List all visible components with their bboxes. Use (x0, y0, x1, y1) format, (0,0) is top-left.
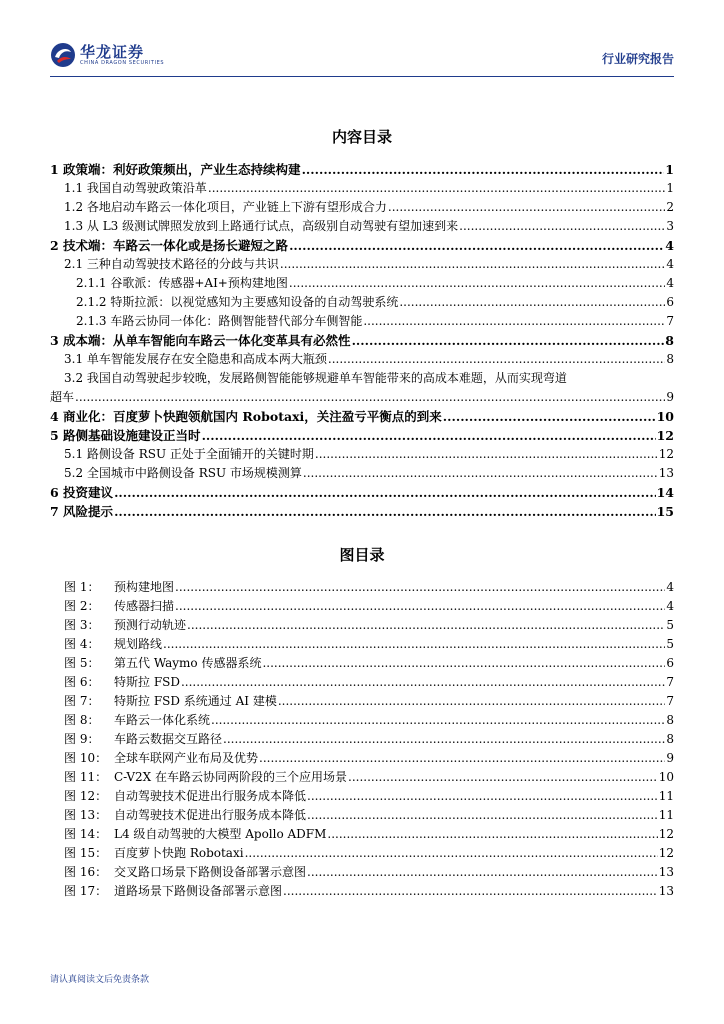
figure-number: 图 16： (64, 865, 108, 879)
logo-chinese-name: 华龙证券 (80, 43, 145, 61)
toc-entry-label: 3 成本端：从单车智能向车路云一体化变革具有必然性 (50, 333, 351, 348)
toc-entry-label: 超车 (50, 390, 75, 404)
figure-entry[interactable] (64, 635, 674, 654)
toc-entry[interactable] (50, 274, 674, 293)
dot-leader (327, 825, 657, 844)
toc-entry-label: 5 路侧基础设施建设正当时 (50, 428, 201, 443)
toc-entry-label: 2.1.1 谷歌派：传感器+AI+预构建地图 (76, 276, 288, 290)
dot-leader (278, 692, 666, 711)
dot-leader (208, 179, 665, 198)
toc-entry[interactable] (50, 445, 674, 464)
toc-entry[interactable] (50, 255, 674, 274)
figure-entry[interactable] (64, 787, 674, 806)
toc-entry-page: 12 (658, 447, 674, 461)
toc-entry[interactable] (50, 388, 674, 407)
toc-entry[interactable] (50, 350, 674, 369)
figure-caption: 第五代 Waymo 传感器系统 (114, 656, 262, 670)
figure-number: 图 9： (64, 732, 100, 746)
toc-entry-page: 14 (656, 485, 674, 500)
dot-leader (307, 863, 658, 882)
toc-entry-page: 10 (656, 409, 674, 424)
dot-leader (459, 217, 665, 236)
dot-leader (443, 407, 656, 426)
figure-number: 图 11： (64, 770, 108, 784)
figure-entry[interactable] (64, 730, 674, 749)
figure-number: 图 3： (64, 618, 100, 632)
dot-leader (75, 388, 665, 407)
toc-entry-page: 4 (666, 276, 674, 290)
figure-entry[interactable] (64, 616, 674, 635)
dot-leader (348, 768, 658, 787)
toc-entry-page: 8 (666, 352, 674, 366)
toc-entry[interactable] (50, 312, 674, 331)
figure-number: 图 4： (64, 637, 100, 651)
toc-entry-label: 4 商业化：百度萝卜快跑领航国内 Robotaxi，关注盈亏平衡点的到来 (50, 409, 442, 424)
figure-number: 图 17： (64, 884, 108, 898)
toc-entry-page: 4 (666, 257, 674, 271)
figure-page: 12 (658, 827, 674, 841)
toc-entry-label: 5.2 全国城市中路侧设备 RSU 市场规模测算 (64, 466, 302, 480)
dot-leader (315, 445, 658, 464)
figure-page: 4 (666, 580, 674, 594)
figure-entry[interactable] (64, 578, 674, 597)
toc-entry-label: 1.2 各地启动车路云一体化项目，产业链上下游有望形成合力 (64, 200, 387, 214)
dot-leader (211, 711, 665, 730)
figure-page: 5 (666, 637, 674, 651)
toc-entry-label: 1.3 从 L3 级测试牌照发放到上路通行试点，高级别自动驾驶有望加速到来 (64, 219, 459, 233)
figure-number: 图 7： (64, 694, 100, 708)
figure-number: 图 10： (64, 751, 108, 765)
toc-entry-page: 9 (666, 390, 674, 404)
figure-list (64, 578, 674, 901)
toc-entry-page: 1 (665, 162, 674, 177)
report-type-label: 行业研究报告 (601, 52, 674, 66)
dot-leader (303, 464, 658, 483)
figure-page: 5 (666, 618, 674, 632)
dot-leader (363, 312, 665, 331)
figure-page: 7 (666, 694, 674, 708)
figure-caption: 百度萝卜快跑 Robotaxi (114, 846, 244, 860)
figure-caption: 交叉路口场景下路侧设备部署示意图 (114, 865, 307, 879)
toc-entry-page: 2 (666, 200, 674, 214)
figure-page: 13 (658, 884, 674, 898)
figure-entry[interactable] (64, 749, 674, 768)
toc-entry-line[interactable]: 3.2 我国自动驾驶起步较晚，发展路侧智能能够规避单车智能带来的高成本难题，从而实现弯道 (64, 371, 567, 385)
toc-entry-label: 6 投资建议 (50, 485, 114, 500)
toc-entry-label: 1 政策端：利好政策频出，产业生态持续构建 (50, 162, 301, 177)
dot-leader (259, 749, 665, 768)
toc-title: 内容目录 (331, 128, 392, 146)
figure-entry[interactable] (64, 863, 674, 882)
toc-entry[interactable] (50, 179, 674, 198)
figure-caption: 特斯拉 FSD (114, 675, 180, 689)
figure-number: 图 8： (64, 713, 100, 727)
figure-number: 图 2： (64, 599, 100, 613)
dot-leader (163, 635, 665, 654)
toc-chapter-entry[interactable] (50, 331, 674, 350)
figure-entry[interactable] (64, 825, 674, 844)
toc-entry-page: 12 (656, 428, 674, 443)
toc-chapter-entry[interactable] (50, 160, 674, 179)
figure-caption: 自动驾驶技术促进出行服务成本降低 (114, 808, 307, 822)
figure-entry[interactable] (64, 768, 674, 787)
dot-leader (175, 597, 665, 616)
dot-leader (302, 160, 665, 179)
toc-entry-page: 4 (665, 238, 674, 253)
dot-leader (114, 483, 656, 502)
dot-leader (328, 350, 665, 369)
toc-entry-label: 2.1.2 特斯拉派：以视觉感知为主要感知设备的自动驾驶系统 (76, 295, 399, 309)
figure-caption: L4 级自动驾驶的大模型 Apollo ADFM (114, 827, 327, 841)
dot-leader (307, 806, 658, 825)
dot-leader (283, 882, 658, 901)
dot-leader (352, 331, 665, 350)
figure-entry[interactable] (64, 597, 674, 616)
figure-caption: 道路场景下路侧设备部署示意图 (114, 884, 283, 898)
dot-leader (289, 236, 664, 255)
dot-leader (114, 502, 656, 521)
figure-caption: 特斯拉 FSD 系统通过 AI 建模 (114, 694, 277, 708)
figure-entry[interactable] (64, 673, 674, 692)
toc-chapter-entry[interactable] (50, 426, 674, 445)
dot-leader (262, 654, 665, 673)
dot-leader (175, 578, 665, 597)
dot-leader (245, 844, 658, 863)
dot-leader (223, 730, 665, 749)
figure-number: 图 5： (64, 656, 100, 670)
figure-entry[interactable] (64, 882, 674, 901)
toc-entry-label: 7 风险提示 (50, 504, 114, 519)
dot-leader (289, 274, 665, 293)
disclaimer-footer: 请认真阅读文后免责条款 (50, 975, 150, 985)
toc-chapter-entry[interactable] (50, 483, 674, 502)
figure-caption: 规划路线 (114, 637, 163, 651)
figure-page: 12 (658, 846, 674, 860)
toc-entry-page: 3 (666, 219, 674, 233)
toc-entry-label: 2.1.3 车路云协同一体化：路侧智能替代部分车侧智能 (76, 314, 363, 328)
figure-number: 图 15： (64, 846, 108, 860)
figure-page: 8 (666, 713, 674, 727)
figure-caption: 传感器扫描 (114, 599, 175, 613)
toc-chapter-entry[interactable] (50, 407, 674, 426)
toc-entry[interactable] (50, 217, 674, 236)
toc-entry-page: 7 (666, 314, 674, 328)
toc-entry-label: 2 技术端：车路云一体化或是扬长避短之路 (50, 238, 289, 253)
toc-entry-page: 1 (666, 181, 674, 195)
figure-number: 图 13： (64, 808, 108, 822)
figure-page: 6 (666, 656, 674, 670)
figure-entry[interactable] (64, 692, 674, 711)
dot-leader (307, 787, 658, 806)
toc-chapter-entry[interactable] (50, 502, 674, 521)
toc-entry-page: 15 (656, 504, 674, 519)
figure-page: 11 (658, 789, 674, 803)
figure-caption: 车路云一体化系统 (114, 713, 211, 727)
figure-caption: 车路云数据交互路径 (114, 732, 223, 746)
logo-english-name: CHINA DRAGON SECURITIES (80, 60, 165, 66)
figure-number: 图 12： (64, 789, 108, 803)
figure-caption: C-V2X 在车路云协同两阶段的三个应用场景 (114, 770, 348, 784)
toc-entry-page: 8 (665, 333, 674, 348)
dot-leader (388, 198, 665, 217)
figure-number: 图 1： (64, 580, 100, 594)
dot-leader (399, 293, 665, 312)
figure-page: 8 (666, 732, 674, 746)
table-of-contents (50, 160, 674, 521)
figure-page: 4 (666, 599, 674, 613)
dot-leader (202, 426, 656, 445)
figure-page: 10 (658, 770, 674, 784)
toc-entry-label: 2.1 三种自动驾驶技术路径的分歧与共识 (64, 257, 279, 271)
figure-page: 9 (666, 751, 674, 765)
dot-leader (280, 255, 665, 274)
figure-caption: 自动驾驶技术促进出行服务成本降低 (114, 789, 307, 803)
figure-page: 13 (658, 865, 674, 879)
toc-entry-page: 13 (658, 466, 674, 480)
figure-caption: 预测行动轨迹 (114, 618, 187, 632)
company-logo (50, 40, 230, 72)
figure-entry[interactable] (64, 654, 674, 673)
figure-number: 图 6： (64, 675, 100, 689)
toc-chapter-entry[interactable] (50, 236, 674, 255)
toc-entry-page: 6 (666, 295, 674, 309)
figure-list-title: 图目录 (339, 546, 385, 564)
dragon-logo-icon (50, 42, 76, 68)
header-divider (50, 76, 674, 77)
toc-entry-label: 3.1 单车智能发展存在安全隐患和高成本两大瓶颈 (64, 352, 327, 366)
toc-entry[interactable] (50, 464, 674, 483)
figure-entry[interactable] (64, 711, 674, 730)
toc-entry[interactable] (50, 198, 674, 217)
figure-number: 图 14： (64, 827, 108, 841)
dot-leader (181, 673, 665, 692)
toc-entry-label: 1.1 我国自动驾驶政策沿革 (64, 181, 207, 195)
figure-caption: 全球车联网产业布局及优势 (114, 751, 259, 765)
figure-entry[interactable] (64, 806, 674, 825)
page-header (50, 40, 674, 72)
toc-entry[interactable] (50, 293, 674, 312)
figure-caption: 预构建地图 (114, 580, 175, 594)
dot-leader (187, 616, 665, 635)
toc-entry-label: 5.1 路侧设备 RSU 正处于全面铺开的关键时期 (64, 447, 314, 461)
figure-page: 7 (666, 675, 674, 689)
figure-page: 11 (658, 808, 674, 822)
figure-entry[interactable] (64, 844, 674, 863)
